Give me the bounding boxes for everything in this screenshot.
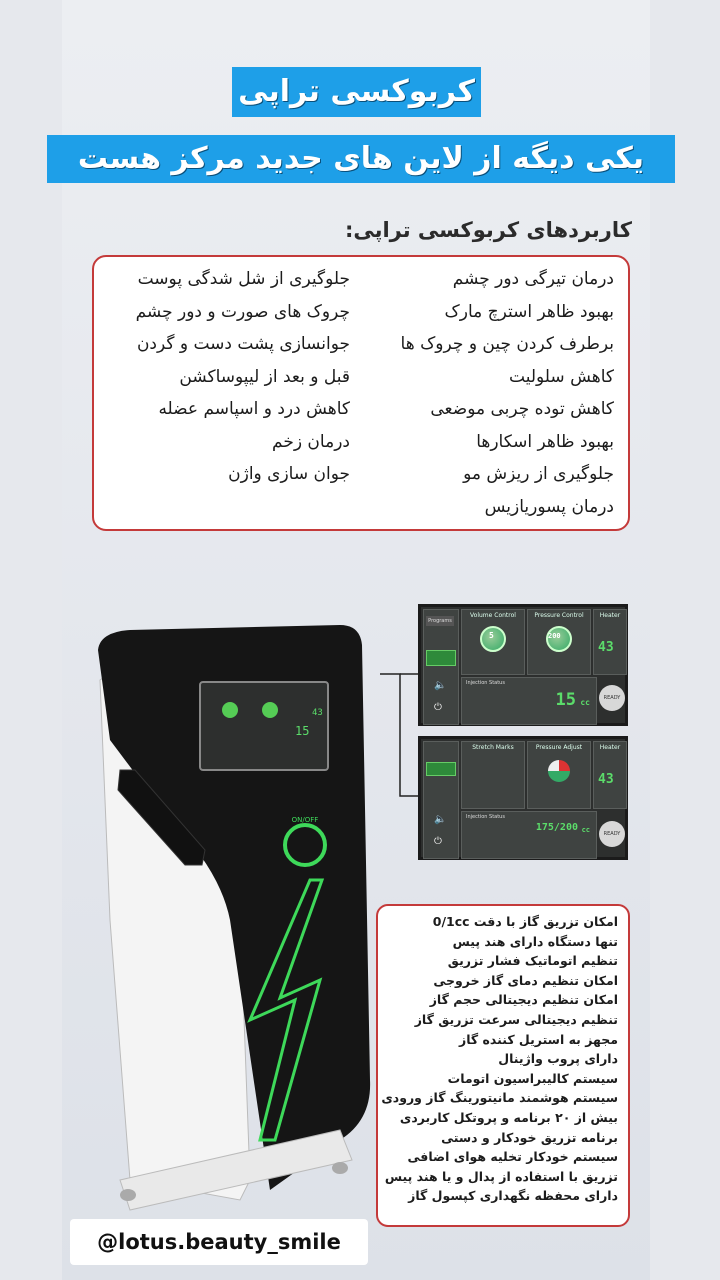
feature-item: تنها دستگاه دارای هند پیس bbox=[452, 933, 618, 949]
uses-heading: کاربردهای کربوکسی تراپی: bbox=[344, 218, 632, 242]
wheel-icon bbox=[332, 1162, 348, 1174]
list-item: کاهش سلولیت bbox=[509, 366, 614, 387]
knob-icon bbox=[262, 702, 278, 718]
sidebar-green-button bbox=[426, 650, 456, 666]
power-icon: ⏻ bbox=[434, 836, 442, 847]
feature-item: مجهز به استریل کننده گاز bbox=[459, 1031, 618, 1047]
list-item: بهبود ظاهر اسکارها bbox=[476, 431, 614, 452]
social-handle[interactable]: @lotus.beauty_smile bbox=[70, 1219, 368, 1265]
list-item: چروک های صورت و دور چشم bbox=[135, 301, 350, 322]
sidebar-programs: Programs bbox=[426, 616, 454, 626]
list-item: برطرف کردن چین و چروک ها bbox=[400, 334, 614, 354]
list-item: بهبود ظاهر استرچ مارک bbox=[444, 301, 614, 322]
list-item: کاهش درد و اسپاسم عضله bbox=[158, 399, 350, 419]
list-item: درمان تیرگی دور چشم bbox=[452, 269, 614, 289]
control-screen-1 bbox=[418, 604, 628, 726]
list-item: جوانسازی پشت دست و گردن bbox=[136, 334, 350, 354]
heater-value: 43 bbox=[598, 640, 614, 655]
control-screen-2 bbox=[418, 736, 628, 860]
panel-title: Heater bbox=[599, 612, 621, 619]
list-item: جلوگیری از ریزش مو bbox=[463, 464, 614, 484]
feature-item: دارای محفظه نگهداری کپسول گاز bbox=[408, 1188, 618, 1204]
list-item: جلوگیری از شل شدگی پوست bbox=[137, 269, 350, 289]
sidebar-green-button bbox=[426, 762, 456, 776]
wheel-icon bbox=[120, 1189, 136, 1201]
feature-item: تنظیم دیجیتالی سرعت تزریق گاز bbox=[414, 1011, 618, 1027]
feature-item: سیستم خودکار تخلیه هوای اضافی bbox=[407, 1149, 618, 1165]
feature-item: سیستم هوشمند مانیتورینگ گاز ورودی bbox=[381, 1090, 618, 1106]
injected-unit: cc bbox=[581, 826, 590, 834]
speaker-icon: 🔈 bbox=[434, 814, 447, 825]
feature-item: تزریق با استفاده از پدال و یا هند پیس bbox=[384, 1168, 618, 1184]
injection-panel bbox=[461, 677, 597, 725]
feature-item: برنامه تزریق خودکار و دستی bbox=[441, 1129, 618, 1145]
injected-unit: cc bbox=[580, 698, 590, 707]
feature-item: امکان تزریق گاز با دقت 0/1cc bbox=[432, 914, 618, 929]
feature-item: تنظیم اتوماتیک فشار تزریق bbox=[447, 953, 618, 969]
page-title: کربوکسی تراپی bbox=[232, 67, 481, 117]
feature-item: امکان تنظیم دیجیتالی حجم گاز bbox=[429, 992, 618, 1008]
heater-panel bbox=[593, 609, 627, 675]
feature-item: سیستم کالیبراسیون اتومات bbox=[447, 1070, 618, 1086]
feature-item: امکان تنظیم دمای گاز خروجی bbox=[433, 972, 618, 988]
list-item: درمان پسوریازیس bbox=[484, 496, 614, 517]
panel-title: Stretch Marks bbox=[472, 744, 514, 751]
panel-title: Injection Status bbox=[466, 814, 505, 820]
sidebar-menu bbox=[423, 609, 459, 725]
panel-title: Injection Status bbox=[466, 680, 505, 686]
heater-value: 43 bbox=[598, 772, 614, 787]
volume-panel bbox=[461, 609, 525, 675]
uses-box bbox=[92, 255, 630, 531]
volume-value: 5 bbox=[489, 631, 494, 640]
panel-title: Pressure Control bbox=[534, 612, 584, 619]
pressure-panel bbox=[527, 741, 591, 809]
gauge-icon bbox=[548, 760, 570, 782]
heater-panel bbox=[593, 741, 627, 809]
page-subtitle: یکی دیگه از لاین های جدید مرکز هست bbox=[47, 135, 675, 183]
device-screen-value: 15 bbox=[295, 724, 310, 738]
list-item: کاهش توده چربی موضعی bbox=[430, 399, 614, 419]
power-label: ON/OFF bbox=[291, 816, 319, 824]
list-item: درمان زخم bbox=[272, 431, 350, 452]
ready-button: READY bbox=[599, 821, 625, 847]
panel-title: Volume Control bbox=[470, 612, 516, 619]
ready-button: READY bbox=[599, 685, 625, 711]
uses-left-column bbox=[136, 263, 350, 491]
injected-value: 175/200 bbox=[535, 822, 578, 833]
feature-item: دارای پروب واژینال bbox=[498, 1051, 618, 1067]
uses-right-column bbox=[401, 263, 614, 523]
device-screen-heater: 43 bbox=[312, 708, 323, 718]
features-box bbox=[376, 904, 630, 1227]
pressure-value: 200 bbox=[548, 632, 561, 640]
injected-value: 15 bbox=[555, 690, 576, 710]
device-illustration bbox=[90, 620, 380, 1220]
knob-icon bbox=[222, 702, 238, 718]
injection-panel bbox=[461, 811, 597, 859]
panel-title: Pressure Adjust bbox=[535, 744, 583, 751]
status-panel bbox=[461, 741, 525, 809]
panel-title: Heater bbox=[599, 744, 621, 751]
power-icon: ⏻ bbox=[434, 702, 442, 713]
speaker-icon: 🔈 bbox=[434, 680, 447, 691]
list-item: جوان سازی واژن bbox=[228, 464, 350, 484]
list-item: قبل و بعد از لیپوساکشن bbox=[179, 366, 350, 387]
sidebar-menu bbox=[423, 741, 459, 859]
feature-item: بیش از ۲۰ برنامه و پروتکل کاربردی bbox=[399, 1109, 618, 1125]
pressure-panel bbox=[527, 609, 591, 675]
